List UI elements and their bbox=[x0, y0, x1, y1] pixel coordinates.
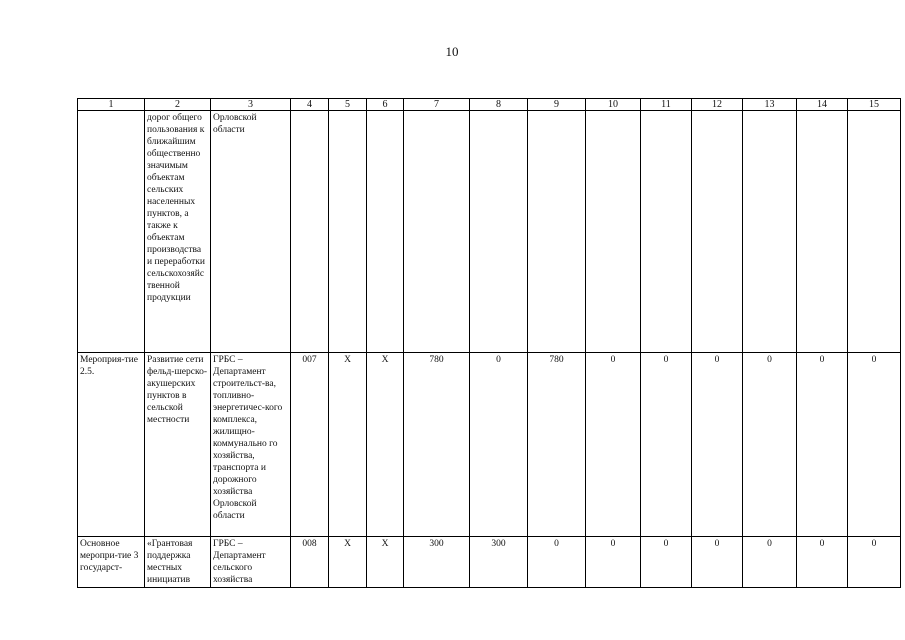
header-cell: 14 bbox=[797, 99, 848, 111]
table-cell bbox=[470, 111, 528, 353]
table-cell: 007 bbox=[291, 353, 329, 537]
table-cell bbox=[404, 111, 470, 353]
header-cell: 7 bbox=[404, 99, 470, 111]
table-row bbox=[78, 353, 901, 537]
table-cell bbox=[743, 111, 797, 353]
table-cell: Основное меропри-тие 3 государст- bbox=[78, 537, 145, 588]
table-cell: Х bbox=[367, 537, 404, 588]
table-cell: 780 bbox=[528, 353, 586, 537]
table-cell: Развитие сети фельд-шерско-акушерских пунктов в сельской местности bbox=[145, 353, 211, 537]
table-cell: 0 bbox=[848, 353, 901, 537]
table-cell: 0 bbox=[641, 353, 692, 537]
header-cell: 9 bbox=[528, 99, 586, 111]
table-cell: ГРБС – Департамент сельского хозяйства bbox=[211, 537, 291, 588]
header-cell: 15 bbox=[848, 99, 901, 111]
header-cell: 6 bbox=[367, 99, 404, 111]
table-cell bbox=[797, 111, 848, 353]
table-cell bbox=[692, 111, 743, 353]
table-cell: 0 bbox=[586, 537, 641, 588]
header-cell: 4 bbox=[291, 99, 329, 111]
budget-table bbox=[77, 98, 901, 588]
table-cell: 008 bbox=[291, 537, 329, 588]
table-cell: 0 bbox=[692, 353, 743, 537]
table-cell: 0 bbox=[848, 537, 901, 588]
table-row bbox=[78, 111, 901, 353]
table-cell: 300 bbox=[404, 537, 470, 588]
table-cell: 0 bbox=[641, 537, 692, 588]
table-cell: 0 bbox=[743, 353, 797, 537]
header-cell: 5 bbox=[329, 99, 367, 111]
table-cell: 0 bbox=[470, 353, 528, 537]
page-number: 10 bbox=[445, 44, 459, 59]
table-cell: 0 bbox=[586, 353, 641, 537]
table-cell: «Грантовая поддержка местных инициатив bbox=[145, 537, 211, 588]
header-cell: 2 bbox=[145, 99, 211, 111]
table-cell bbox=[641, 111, 692, 353]
table-cell: 0 bbox=[692, 537, 743, 588]
table-cell bbox=[78, 111, 145, 353]
table-cell: Х bbox=[367, 353, 404, 537]
table-cell: 0 bbox=[743, 537, 797, 588]
table-cell bbox=[528, 111, 586, 353]
header-cell: 12 bbox=[692, 99, 743, 111]
table-cell: 780 bbox=[404, 353, 470, 537]
table-cell: Мероприя-тие 2.5. bbox=[78, 353, 145, 537]
table-cell: 0 bbox=[528, 537, 586, 588]
table-cell bbox=[329, 111, 367, 353]
table-cell: Х bbox=[329, 537, 367, 588]
header-cell: 1 bbox=[78, 99, 145, 111]
table-cell: Х bbox=[329, 353, 367, 537]
header-cell: 13 bbox=[743, 99, 797, 111]
header-cell: 11 bbox=[641, 99, 692, 111]
column-number-header bbox=[78, 99, 901, 111]
table-cell: 300 bbox=[470, 537, 528, 588]
table-cell bbox=[848, 111, 901, 353]
table-cell bbox=[586, 111, 641, 353]
table-cell bbox=[291, 111, 329, 353]
table-row bbox=[78, 537, 901, 588]
header-cell: 10 bbox=[586, 99, 641, 111]
table-cell: дорог общего пользования к ближайшим общественно значимым объектам сельских населенных пунктов, а также к объектам производства и переработки сельскохозяйственной продукции bbox=[145, 111, 211, 353]
table-cell bbox=[367, 111, 404, 353]
table-cell: Орловской области bbox=[211, 111, 291, 353]
header-cell: 3 bbox=[211, 99, 291, 111]
table-cell: 0 bbox=[797, 353, 848, 537]
table-cell: ГРБС – Департамент строительст-ва, топливно-энергетичес-кого комплекса, жилищно-коммунально го хозяйства, транспорта и дорожного хозяйства Орловской области bbox=[211, 353, 291, 537]
header-cell: 8 bbox=[470, 99, 528, 111]
table-cell: 0 bbox=[797, 537, 848, 588]
